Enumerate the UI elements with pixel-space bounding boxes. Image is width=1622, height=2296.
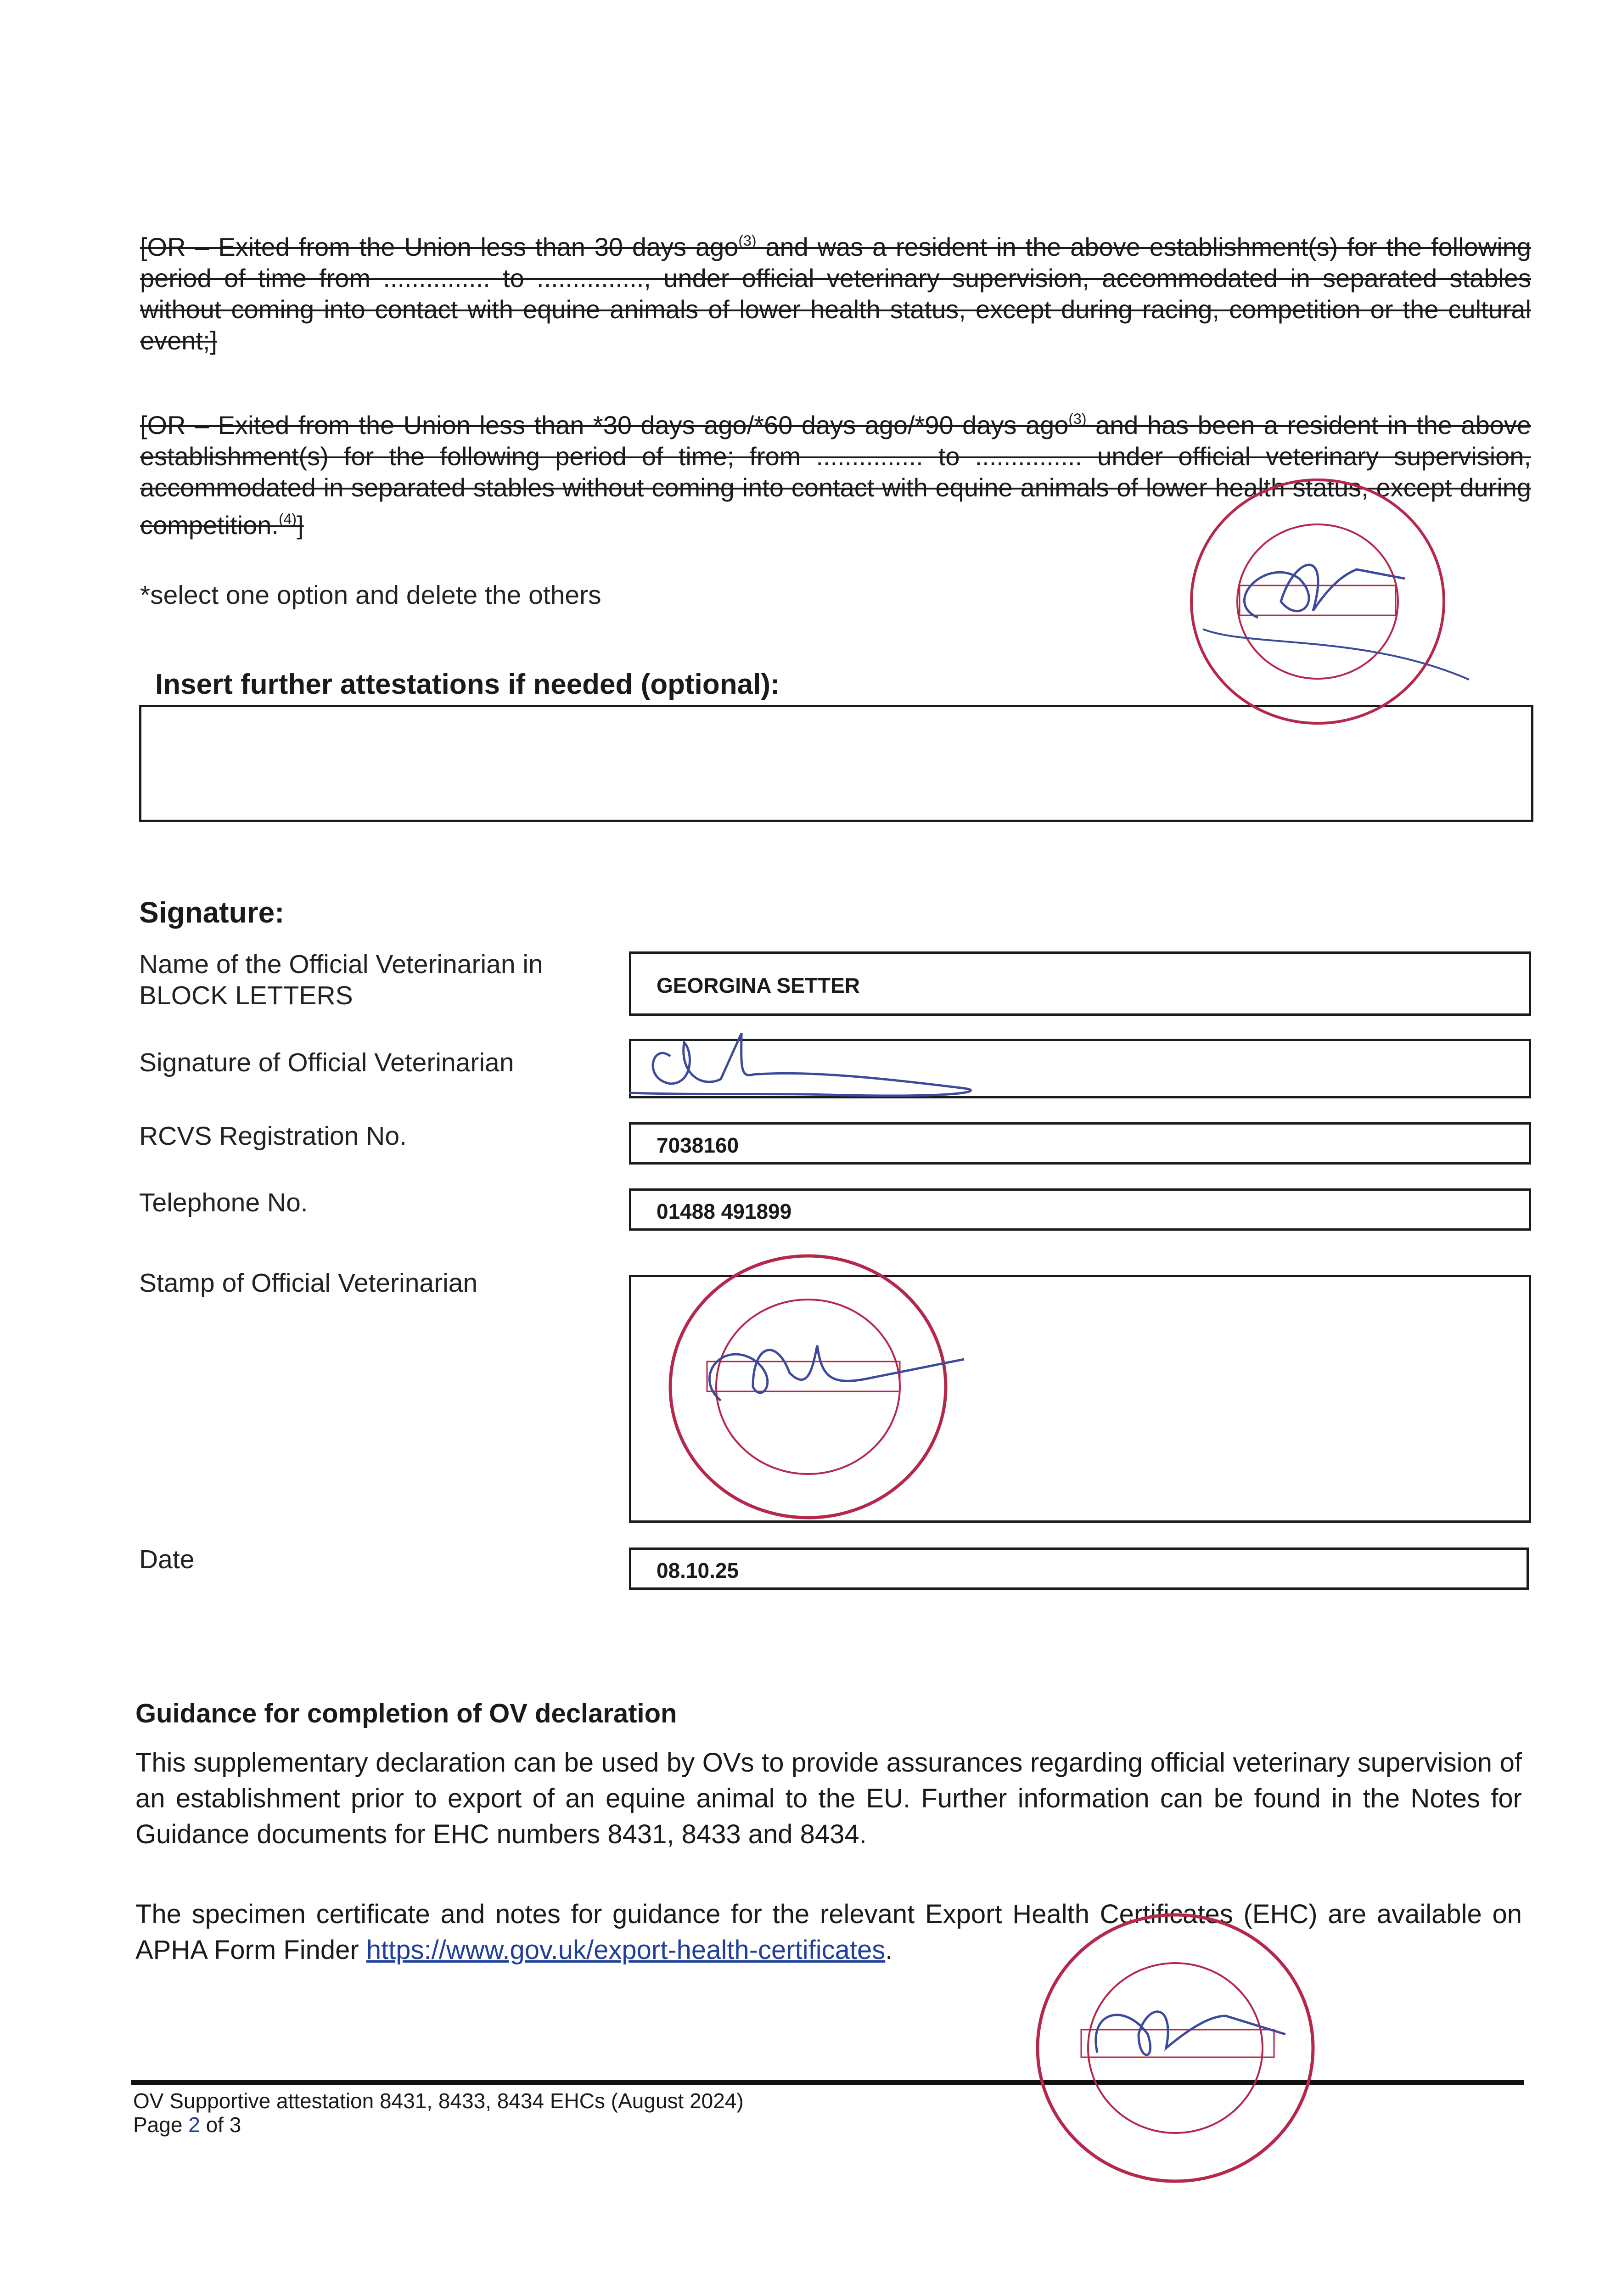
ov-signature-label: Signature of Official Veterinarian (139, 1048, 514, 1077)
footer-page-prefix: Page (133, 2113, 189, 2137)
option-a-text-start: [OR – Exited from the Union less than 30 days ago (140, 232, 739, 261)
option-b-text-end: ] (297, 511, 304, 540)
footer-title: OV Supportive attestation 8431, 8433, 8434 EHCs (August 2024) (133, 2089, 744, 2113)
footer-page-total: 3 (229, 2113, 241, 2137)
option-b-text-middle: and has been a resident in the above establishment(s) for the following period of time; from ............... to ............... under official veterinary supervision, accommodated in separated stables without coming into contact with equine animals of lower health status, except during competition. (140, 411, 1532, 540)
guidance-paragraph-1-text: This supplementary declaration can be used by OVs to provide assurances regarding official veterinary supervision of an establishment prior to export of an equine animal to the EU. Further information can be found in the Notes for Guidance documents for EHC numbers 8431, 8433 and 8434. (135, 1748, 1522, 1849)
footer-page-current: 2 (188, 2113, 200, 2137)
guidance-paragraph-2-text: The specimen certificate and notes for guidance for the relevant Export Health Certificates (EHC) are available on APHA Form Finder (135, 1899, 1522, 1965)
official-veterinarian-stamp (1148, 464, 1487, 739)
date-label: Date (139, 1545, 195, 1574)
option-b-text-start: [OR – Exited from the Union less than *30 days ago/*60 days ago/*90 days ago (140, 411, 1069, 439)
rcvs-label: RCVS Registration No. (139, 1121, 407, 1151)
footer-page-of: of (200, 2113, 230, 2137)
date-value: 08.10.25 (657, 1559, 739, 1582)
guidance-paragraph-2-end: . (885, 1935, 893, 1965)
ov-name-label: Name of the Official Veterinarian in BLOCK LETTERS (139, 950, 543, 1010)
rcvs-value: 7038160 (657, 1133, 739, 1157)
option-b-footnote-ref-2: (4) (278, 511, 297, 527)
stamp-label: Stamp of Official Veterinarian (139, 1268, 478, 1298)
signature-heading: Signature: (139, 896, 285, 929)
further-attestations-heading: Insert further attestations if needed (optional): (155, 669, 780, 700)
option-b-footnote-ref: (3) (1068, 411, 1087, 427)
select-option-note: *select one option and delete the others (140, 580, 601, 610)
ov-signature-scribble (615, 1024, 1028, 1116)
ov-name-field[interactable] (629, 951, 1531, 1016)
telephone-value: 01488 491899 (657, 1199, 792, 1223)
bottom-stamp (1001, 1896, 1341, 2204)
option-a-text-end: and was a resident in the above establishment(s) for the following period of time from ............... to ..............., under official veterinary supervision, accommodated in separated stables without coming into contact with equine animals of lower health status, except during racing, competition or the cultural event;] (140, 232, 1531, 355)
export-health-certificates-link[interactable]: https://www.gov.uk/export-health-certificates (366, 1935, 886, 1965)
option-a-footnote-ref: (3) (738, 232, 757, 249)
ov-name-value: GEORGINA SETTER (657, 974, 860, 997)
guidance-paragraph-1 (135, 1745, 1522, 1852)
rcvs-field[interactable] (629, 1122, 1531, 1165)
telephone-field[interactable] (629, 1188, 1531, 1231)
guidance-heading: Guidance for completion of OV declaration (135, 1699, 677, 1728)
struck-option-a (140, 225, 1531, 356)
stamp-in-stamp-field (615, 1240, 1010, 1543)
telephone-label: Telephone No. (139, 1188, 308, 1217)
footer-page-number (133, 2112, 241, 2137)
date-field[interactable] (629, 1548, 1529, 1590)
